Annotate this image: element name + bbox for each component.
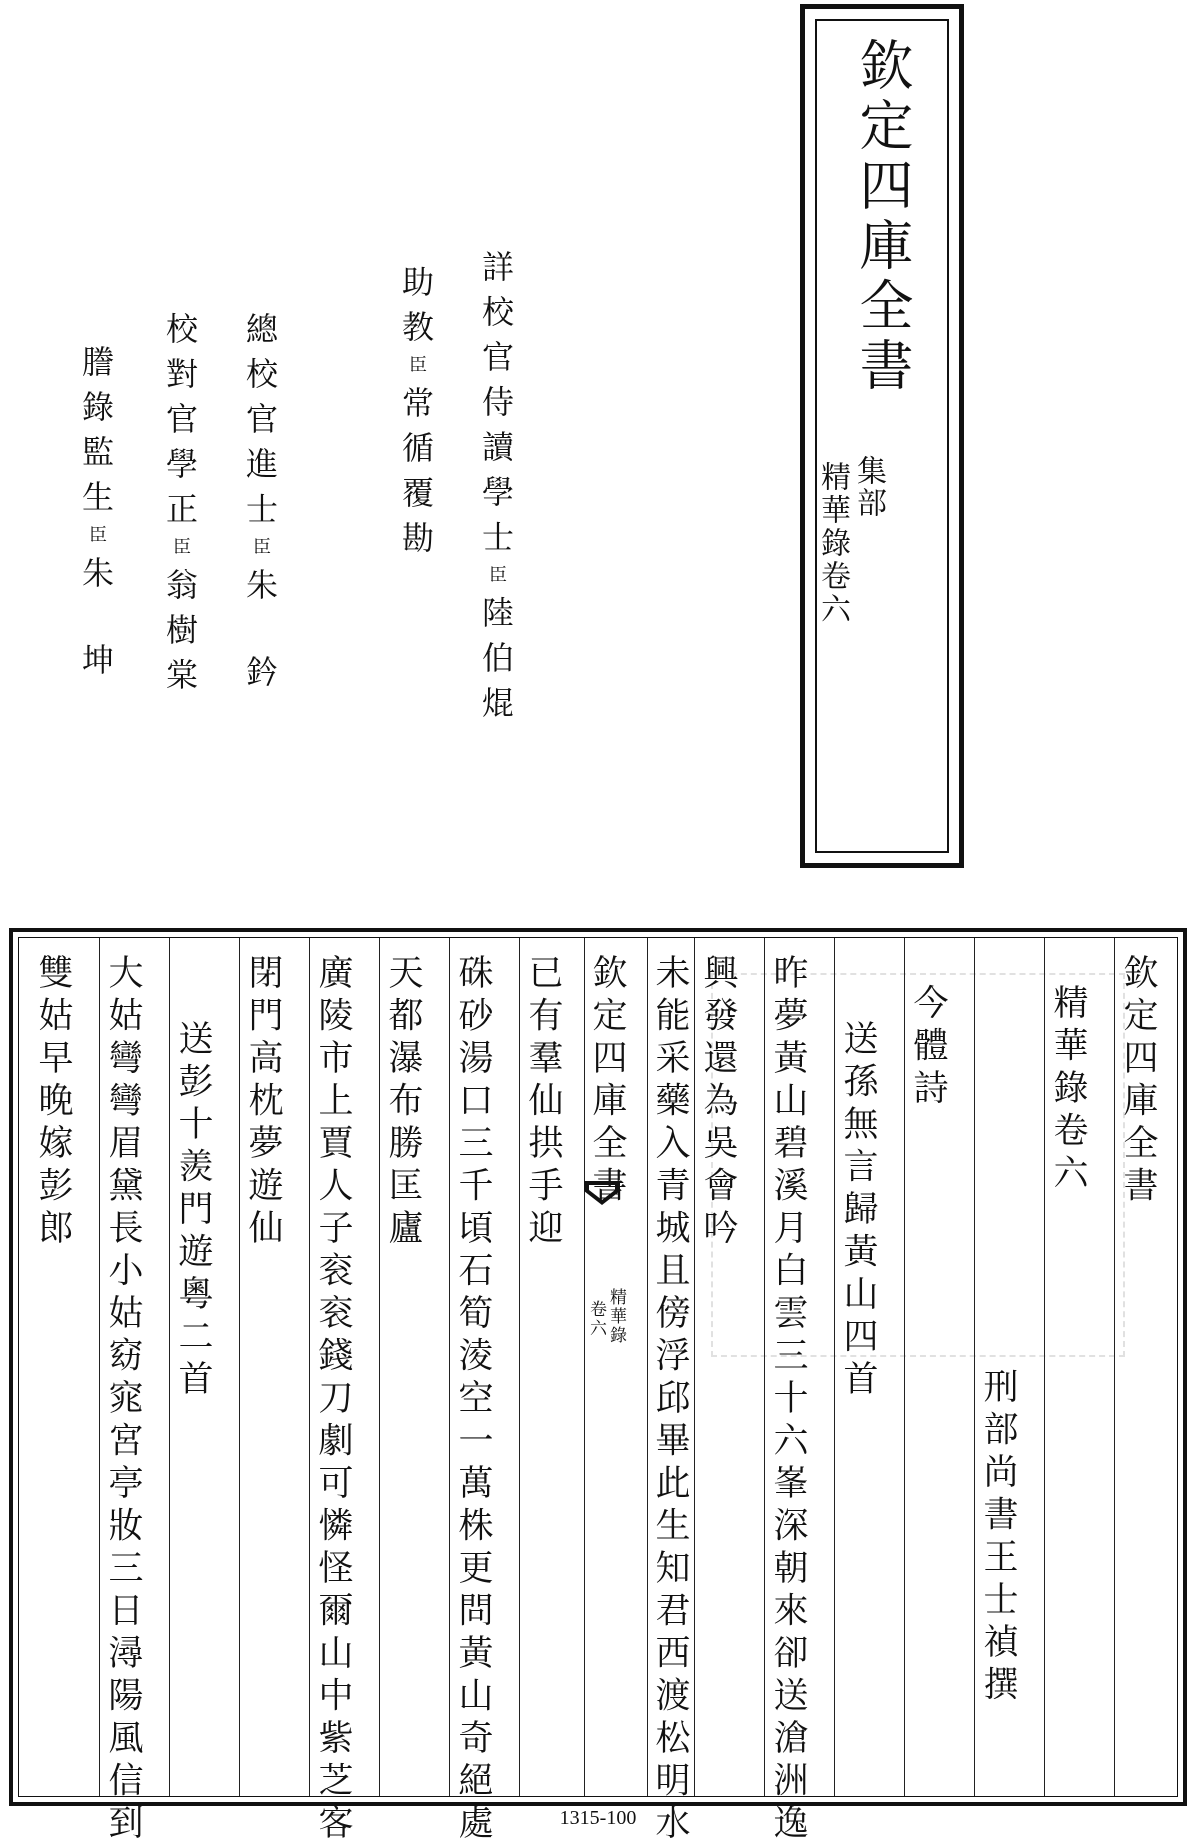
credit-copyist-chen: 臣 bbox=[86, 525, 107, 556]
column-text-2: 精華錄卷六 bbox=[1048, 984, 1088, 1197]
credit-assistant-title: 助教 bbox=[397, 265, 435, 355]
column-text-12: 天都瀑布勝匡廬 bbox=[383, 954, 423, 1252]
column-text-17: 雙姑早晚嫁彭郎 bbox=[33, 954, 73, 1252]
column-text-11: 硃砂湯口三千頃石筍淩空一萬株更問黃山奇絕處 bbox=[453, 954, 493, 1847]
credit-assistant-chen: 臣 bbox=[406, 355, 427, 386]
volume-label: 精華錄卷六 bbox=[815, 461, 850, 626]
credit-copyist-title: 謄錄監生 bbox=[77, 345, 115, 525]
credit-proofreader-name: 陸伯焜 bbox=[477, 596, 515, 731]
column-rule bbox=[647, 938, 648, 1796]
column-rule bbox=[1114, 938, 1115, 1796]
column-text-13: 廣陵市上賈人子衮衮錢刀劇可憐怪爾山中紫芝客 bbox=[313, 954, 353, 1847]
column-text-9-gutter-title: 欽定四庫全書 bbox=[587, 954, 627, 1209]
credit-chief-title: 總校官進士 bbox=[241, 312, 279, 537]
column-rule bbox=[584, 938, 585, 1796]
column-rule bbox=[309, 938, 310, 1796]
credit-assistant-name: 常循覆勘 bbox=[397, 386, 435, 566]
column-text-3: 刑部尚書王士禎撰 bbox=[978, 1368, 1018, 1708]
column-text-8: 未能采藥入青城且傍浮邱畢此生知君西渡松明水 bbox=[650, 954, 690, 1847]
column-rule bbox=[449, 938, 450, 1796]
credit-copyist-name-1: 朱 bbox=[77, 556, 115, 601]
book-category: 集部 bbox=[851, 455, 886, 519]
column-text-6: 昨夢黃山碧溪月白雲三十六峯深朝來卻送滄洲逸 bbox=[768, 954, 808, 1847]
gutter-book-name: 精華錄 bbox=[606, 1288, 626, 1345]
credit-collator-chen: 臣 bbox=[170, 537, 191, 568]
column-rule bbox=[904, 938, 905, 1796]
column-text-16: 大姑彎彎眉黛長小姑窈窕宮亭妝三日潯陽風信到 bbox=[103, 954, 143, 1847]
credit-chief-name-1: 朱 bbox=[241, 568, 279, 613]
column-rule bbox=[974, 938, 975, 1796]
credit-proofreader-chen: 臣 bbox=[486, 565, 507, 596]
gutter-volume: 卷六 bbox=[586, 1300, 606, 1338]
credit-collator-title: 校對官學正 bbox=[161, 312, 199, 537]
column-rule bbox=[764, 938, 765, 1796]
credit-chief-name-2: 鈐 bbox=[241, 655, 279, 700]
column-rule bbox=[1044, 938, 1045, 1796]
book-title: 欽定四庫全書 bbox=[851, 37, 914, 397]
credit-chief-collator bbox=[241, 312, 279, 700]
credit-copyist bbox=[77, 345, 115, 688]
column-rule bbox=[379, 938, 380, 1796]
credit-proofreader bbox=[477, 250, 515, 731]
column-text-4: 今體詩 bbox=[908, 984, 948, 1112]
credit-copyist-name-2: 坤 bbox=[77, 643, 115, 688]
column-rule bbox=[169, 938, 170, 1796]
column-rule bbox=[519, 938, 520, 1796]
title-slip bbox=[800, 4, 964, 868]
credit-proofreader-title: 詳校官侍讀學士 bbox=[477, 250, 515, 565]
column-text-15: 送彭十羨門遊粵二首 bbox=[173, 1020, 213, 1403]
credit-collator-name: 翁樹棠 bbox=[161, 568, 199, 703]
column-rule bbox=[239, 938, 240, 1796]
folio-number: 1315-100 bbox=[559, 1807, 637, 1829]
column-text-1: 欽定四庫全書 bbox=[1118, 954, 1158, 1209]
column-text-10: 已有羣仙拱手迎 bbox=[523, 954, 563, 1252]
column-rule bbox=[99, 938, 100, 1796]
column-text-14: 閉門高枕夢遊仙 bbox=[243, 954, 283, 1252]
credit-chief-chen: 臣 bbox=[250, 537, 271, 568]
credit-collator bbox=[161, 312, 199, 703]
column-text-7: 興發還為吳會吟 bbox=[698, 954, 738, 1252]
column-rule bbox=[694, 938, 695, 1796]
credit-assistant bbox=[397, 265, 435, 566]
column-text-5: 送孫無言歸黃山四首 bbox=[838, 1020, 878, 1403]
column-rule bbox=[834, 938, 835, 1796]
